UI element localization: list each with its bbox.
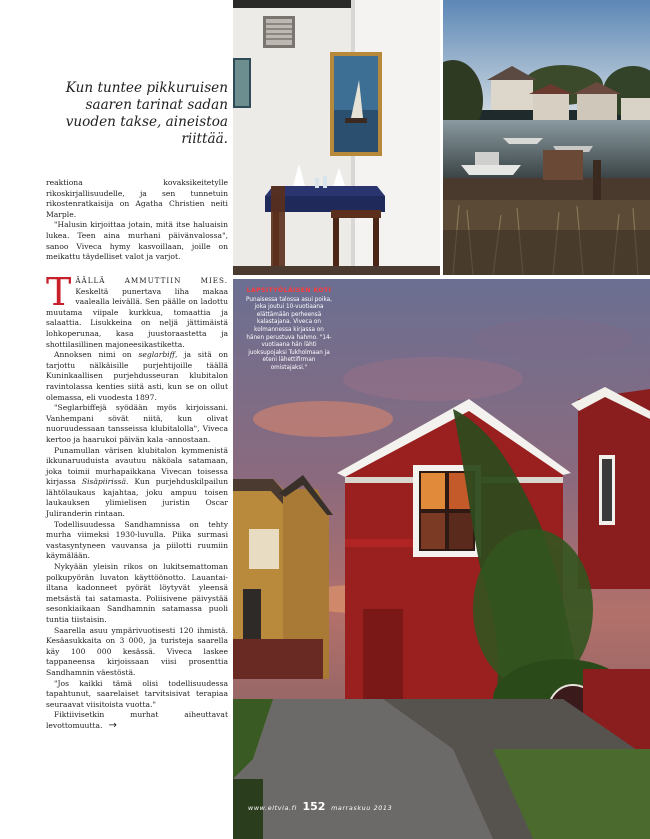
caption-body: Punaisessa talossa asui poika, joka joutui 10-vuotiaana elättämään perheensä kalastajana. Viveca on kolmannessa kirjassa on hänen perustuva hahmo. "14-vuotiaana hän lähti juoksupojaksi Tukholmaan ja eteni lähettifirman omistajaksi." xyxy=(246,296,332,371)
footer-site: www.eltvia.fi xyxy=(248,804,297,812)
page-number: 152 xyxy=(302,800,326,813)
paragraph: Fiktiivisetkin murhat aiheuttavat levottomuutta. → xyxy=(46,710,228,731)
paragraph: Punamullan värisen klubitalon kymmenistä ikkunaruuduista avautuu näköala satamaan, joka toimii murhapaikkana Vivecan toisessa kirjassa Sisäpiirissä. Kun purjehduskilpailun lähtölaukaus kajahtaa, joku ampuu toisen laukauksen ylimielisen juristin Oscar Juliranderin rintaan. xyxy=(46,445,228,519)
footer-issue: marraskuu 2013 xyxy=(331,804,393,812)
paragraph: Todellisuudessa Sandhamnissa on tehty murha viimeksi 1930-luvulla. Piika surmasi vastasyntyneen vauvansa ja piilotti ruumiin käymälään. xyxy=(46,519,228,561)
drop-cap: T xyxy=(46,270,72,314)
paragraph: Annoksen nimi on seglarbiff, ja sitä on tarjottu nälkäisille purjehtijoille täällä Kuninkaallisen purjehdusseuran klubitalon ravintolassa kenties siitä asti, kun se on ollut olemassa, eli vuodesta 1897. xyxy=(46,350,229,402)
paragraph: "Halusin kirjoittaa jotain, mitä itse haluaisin lukea. Teen aina murhani päivänvalossa", sanoo Viveca hymy kasvoillaan, joille on meikattu täydelliset valot ja varjot. xyxy=(46,220,228,262)
article-column-main xyxy=(46,270,229,732)
paragraph: "Jos kaikki tämä olisi todellisuudessa tapahtunut, saarelaiset tarvitsisivat terapiaa seuraavat viisitoista vuotta." xyxy=(46,678,228,709)
photo-caption xyxy=(246,287,332,373)
paragraph: Nykyään yleisin rikos on lukitsemattoman polkupyörän luvaton käyttöönotto. Lauantai-iltana kadonneet pyörät löytyvät yleensä metsästä tai satamasta. Poliisivene päivystää sesonkiaikaan Sandhamnin satamassa puoli tuntia tiistaisin. xyxy=(46,562,228,624)
paragraph: Keskeltä punertava liha makaa vaalealla leivällä. Sen päälle on ladottu muutama viipale kurkkua, tomaattia ja salaattia. Lisukkeina on neljä jättimäistä lohkoperunaa, kasa juustoraastetta ja shottilasillinen majoneesikastiketta. xyxy=(46,286,228,349)
harbour-photo xyxy=(443,0,650,275)
caption-title: LAPSITYÖLÄISEN KOTI xyxy=(246,287,332,294)
article-column-top xyxy=(46,178,228,263)
pull-quote: Kun tuntee pikkuruisen saaren tarinat sadan vuoden takse, aineistoa riittää. xyxy=(65,80,228,147)
paragraph: reaktiona kovaksikeitetylle rikoskirjallisuudelle, ja sen tunnetuin rikostenratkaisija on Agatha Christien neiti Marple. xyxy=(46,178,228,219)
section-opening xyxy=(46,270,228,350)
section-lead: ÄÄLLÄ AMMUTTIIN MIES. xyxy=(75,276,228,285)
arrow-right-icon: → xyxy=(108,719,117,731)
page-footer xyxy=(248,800,438,813)
paragraph: "Seglarbiffejä syödään myös kirjoissani. Vanhempani sövät niitä, kun olivat nuoruudessaan tansseissa klubitalolla", Viveca kertoo ja haarukoi päivän kala -annostaan. xyxy=(46,403,228,444)
paragraph: Saarella asuu ympärivuotisesti 120 ihmistä. Kesäasukkaita on 3 000, ja turisteja saarella käy 100 000 kesässä. Viveca laskee tappaneensa kirjoissaan viisi prosenttia Sandhamnin väestöstä. xyxy=(46,625,228,677)
interior-photo xyxy=(233,0,440,275)
